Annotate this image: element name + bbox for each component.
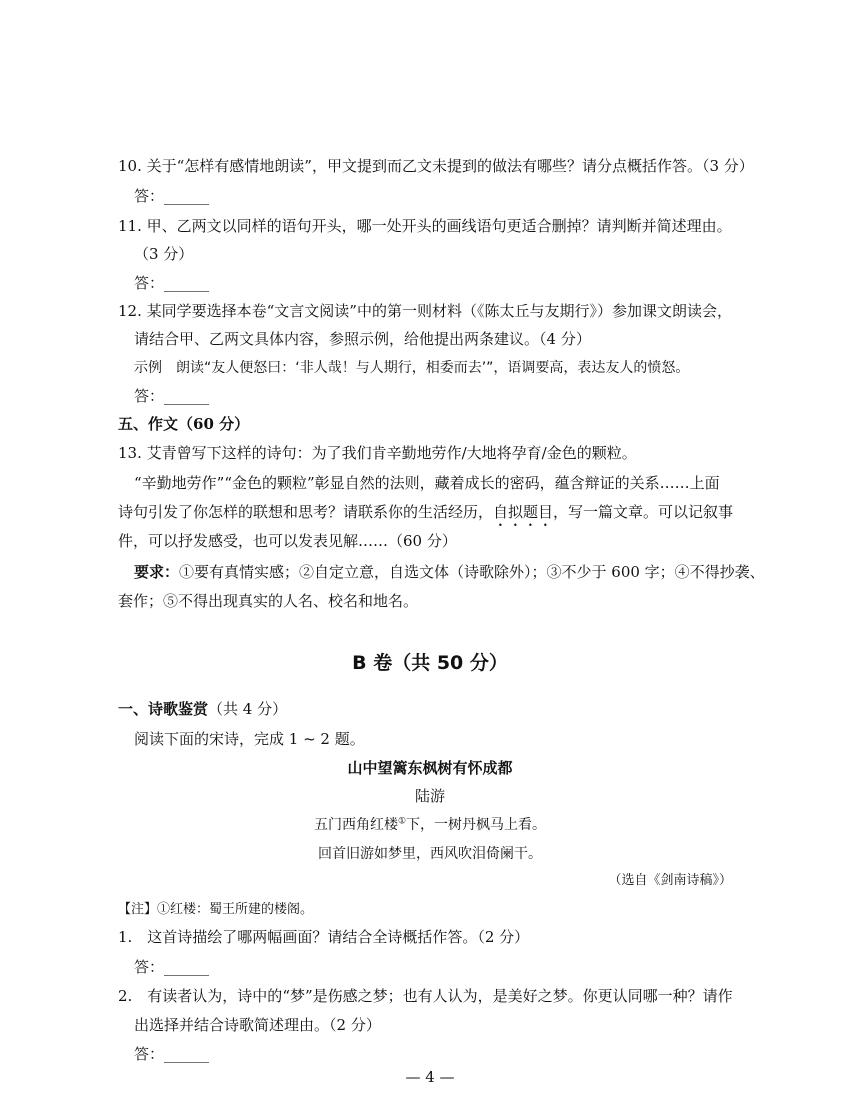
poem-line-1: [0, 816, 860, 834]
poem-line-2: 回首旧游如梦里，西风吹泪倚阑干。: [318, 846, 542, 862]
question-13-line3-after: ，写一篇文章。可以记叙事: [553, 503, 734, 521]
question-11: 11. 甲、乙两文以同样的语句开头，哪一处开头的画线语句更适合删掉？请判断并简述理由。: [118, 217, 732, 235]
requirements-line2: 套作；⑤不得出现真实的人名、校名和地名。: [118, 592, 419, 610]
question-12-example: 示例 朗读“友人便怒曰：‘非人哉！与人期行，相委而去’”，语调要高，表达友人的愤怒。: [134, 360, 690, 376]
question-b2-line1: 2. 有读者认为，诗中的“梦”是伤感之梦；也有人认为，是美好之梦。你更认同哪一种？请作: [118, 987, 733, 1005]
question-12-line1: 12. 某同学要选择本卷“文言文阅读”中的第一则材料（《陈太丘与友期行》）参加课文朗读会，: [118, 302, 732, 320]
question-11-answer: 答：______: [134, 274, 210, 292]
question-13-line3-before: 诗句引发了你怎样的联想和思考？请联系你的生活经历，: [118, 503, 494, 521]
section-b1-score: （共 4 分）: [208, 700, 288, 718]
question-b2-answer: 答：______: [134, 1045, 210, 1063]
page-number: — 4 —: [405, 1068, 455, 1086]
question-b1-answer: 答：______: [134, 958, 210, 976]
section-b1-heading: [118, 700, 287, 720]
requirements-label: 要求：: [134, 563, 180, 581]
question-10-answer: 答：______: [134, 187, 210, 205]
section-b1-intro: 阅读下面的宋诗，完成 1 ~ 2 题。: [134, 730, 365, 748]
question-13-line1: 13. 艾青曾写下这样的诗句：为了我们肯辛勤地劳作/大地将孕育/金色的颗粒。: [118, 444, 637, 462]
poem-source: （选自《剑南诗稿》）: [608, 873, 732, 888]
question-12-answer: 答：______: [134, 387, 210, 405]
poem-line-1-a: 五门西角红楼: [313, 817, 398, 833]
question-10: 10. 关于“怎样有感情地朗读”，甲文提到而乙文未提到的做法有哪些？请分点概括作答。（3 分）: [118, 157, 754, 175]
question-13-line2: “辛勤地劳作”“金色的颗粒”彰显自然的法则，藏着成长的密码，蕴含辩证的关系……上面: [134, 474, 720, 492]
requirements-text: ①要有真情实感；②自定立意，自选文体（诗歌除外）；③不少于 600 字；④不得抄袭、: [179, 563, 765, 581]
question-12-line2: 请结合甲、乙两文具体内容，参照示例，给他提出两条建议。（4 分）: [134, 330, 591, 348]
section-5-title: 五、作文（60 分）: [118, 415, 250, 433]
question-b2-line2: 出选择并结合诗歌简述理由。（2 分）: [134, 1016, 381, 1034]
poem-note: 【注】①红楼：蜀王所建的楼阁。: [118, 902, 314, 917]
question-13-line4: 件，可以抒发感受，也可以发表见解……（60 分）: [118, 532, 457, 550]
part-b-title: B 卷（共 50 分）: [352, 652, 508, 674]
poem-author: 陆游: [414, 787, 445, 805]
requirements-line1: [134, 563, 765, 583]
poem-title: 山中望篱东枫树有怀成都: [347, 759, 513, 777]
question-b1: 1. 这首诗描绘了哪两幅画面？请结合全诗概括作答。（2 分）: [118, 928, 530, 946]
question-13-emphasis: 自拟题目: [493, 503, 554, 521]
question-11-score: （3 分）: [134, 245, 194, 263]
poem-footnote-marker: ①: [397, 816, 407, 827]
question-13-line3: [118, 503, 733, 530]
section-b1-title: 一、诗歌鉴赏: [118, 700, 209, 718]
poem-line-1-b: 下，一树丹枫马上看。: [406, 817, 547, 833]
